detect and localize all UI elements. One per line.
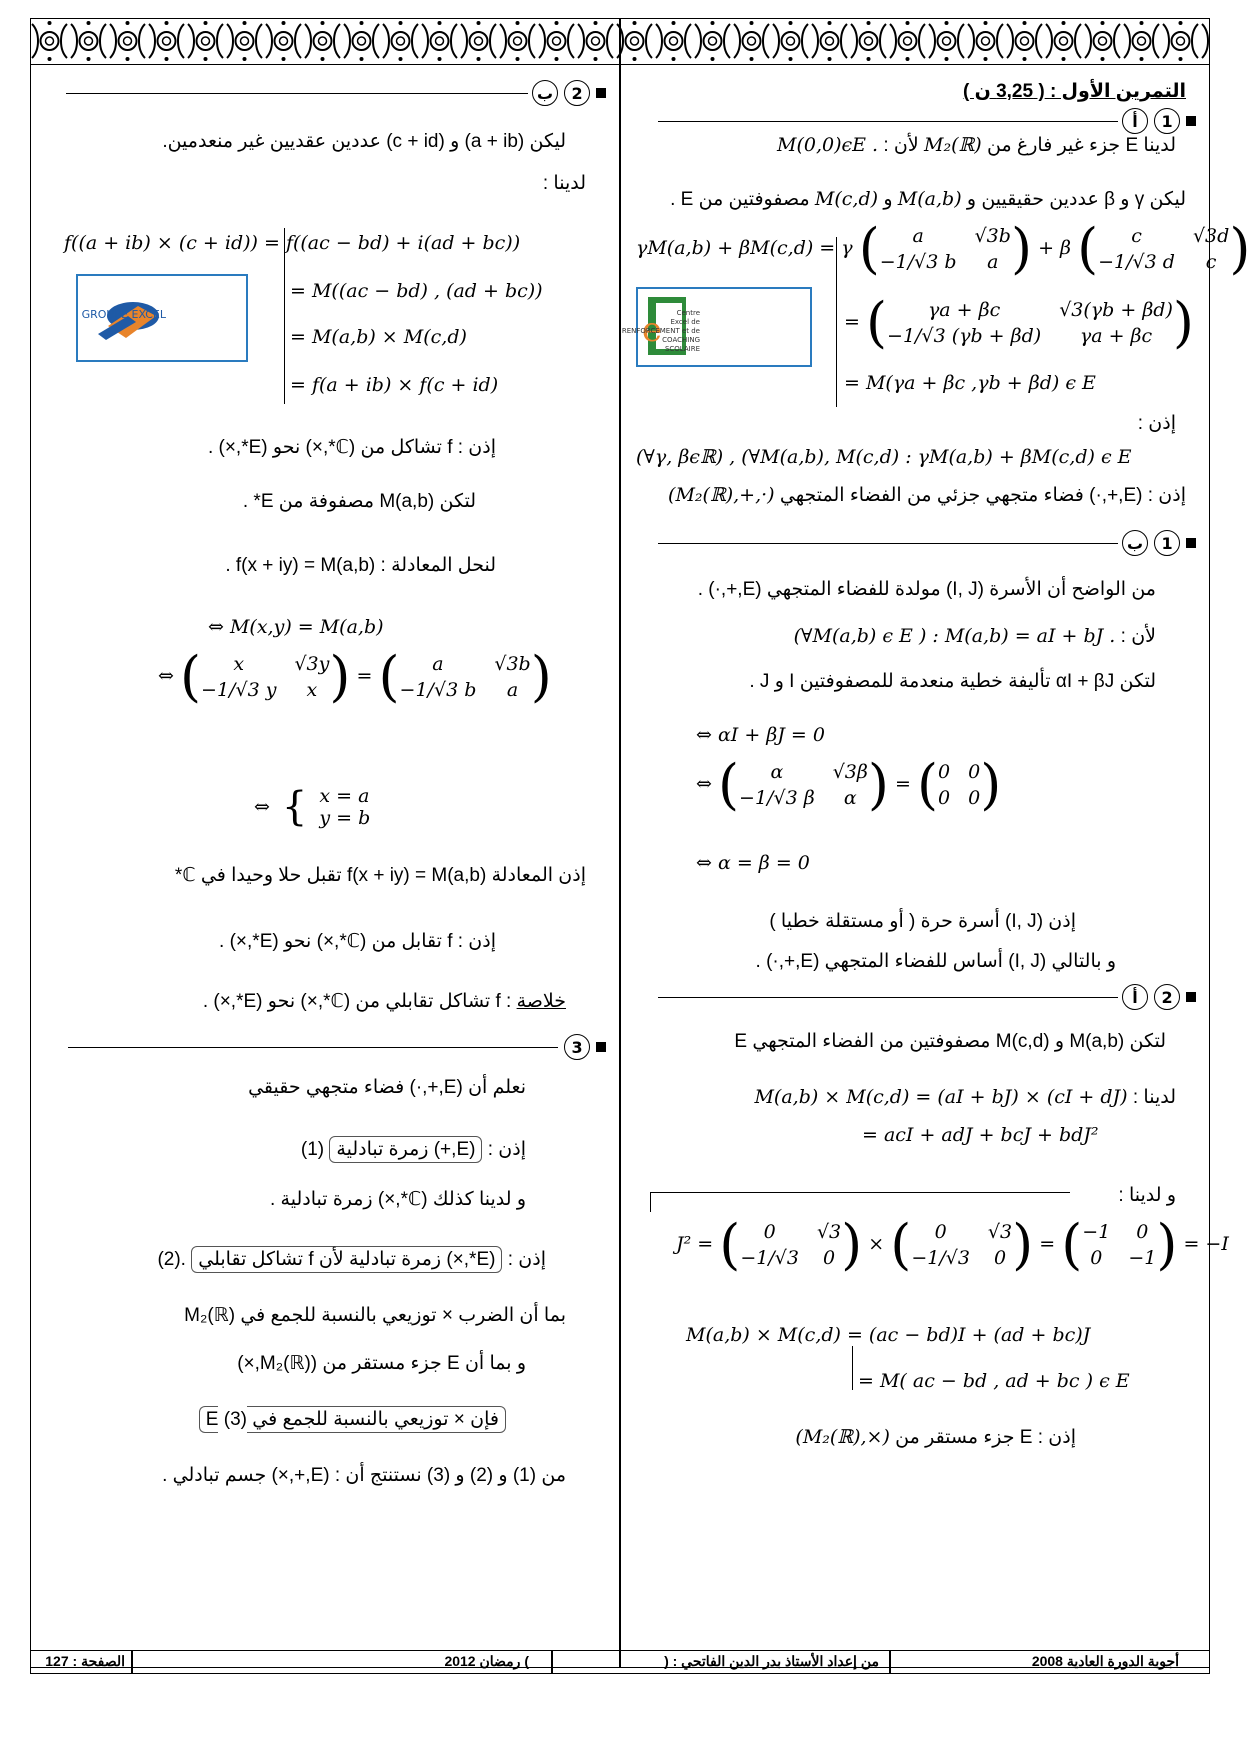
section-header-3: [564, 1034, 606, 1060]
svg-text:e: e: [641, 310, 662, 350]
equation: ⇔ { x = a y = b: [254, 784, 371, 830]
logo-image-icon: [78, 276, 246, 360]
text-line: و بما أن E جزء مستقر من (M₂(ℝ),×): [237, 1353, 526, 1374]
text-line: و بالتالي (I, J) أساس للفضاء المتجهي (E,+,·) .: [755, 951, 1116, 972]
footer-page-number: الصفحة : 127: [45, 1653, 125, 1669]
svg-text:Excel de: Excel de: [670, 318, 700, 326]
equation: = f(a + ib) × f(c + id): [290, 374, 499, 396]
section-header-2b: [532, 80, 606, 106]
header-rule: [68, 1047, 558, 1048]
text-line: إذن : f تشاكل من (ℂ*,×) نحو (E*,×) .: [207, 437, 496, 458]
right-column: [621, 72, 1250, 1652]
text-line: من الواضح أن الأسرة (I, J) مولدة للفضاء المتجهي (E,+,·) .: [697, 579, 1156, 600]
bullet-square-icon: [1186, 538, 1196, 548]
equation: = acI + adJ + bcJ + bdJ²: [862, 1124, 1099, 1146]
text-line: لدينا E جزء غير فارغ من M₂(ℝ) لأن : M(0,0)ϵE .: [777, 134, 1176, 156]
equation: = ( γa + βc √3(γb + βd) −1/√3 (γb + βd) γa + βc ): [844, 291, 1194, 354]
boxed-statement: (E*,×) زمرة تبادلية لأن f تشاكل تقابلي: [191, 1246, 502, 1273]
bullet-square-icon: [596, 1042, 606, 1052]
footer-date: ) رمضان 2012: [444, 1653, 529, 1669]
section-header-2a: [1122, 984, 1196, 1010]
bracket-rule: [836, 237, 837, 407]
svg-text:COACHING: COACHING: [662, 336, 700, 344]
equation: J² = ( 0 √3 −1/√3 0 ) × ( 0 √3 −1/√3 0 ) = ( −1 0 0 −1 ) = −I: [676, 1213, 1229, 1276]
footer-author: من إعداد الأستاذ بدر الدين الفاتحي : (: [664, 1653, 879, 1669]
exercise-title: التمرين الأول :: [1049, 81, 1186, 102]
header-rule: [66, 93, 528, 94]
bracket-rule: [852, 1346, 853, 1390]
equation: ⇔ αI + βJ = 0: [696, 724, 825, 746]
question-number: 1: [1154, 108, 1180, 134]
text-line: لتكن M(a,b) مصفوفة من E* .: [242, 491, 476, 512]
column-divider: [619, 18, 621, 1668]
text-line: إذن : (E,+,·) فضاء متجهي جزئي من الفضاء المتجهي (M₂(ℝ),+,·): [668, 484, 1186, 506]
page-footer: [30, 1650, 1210, 1674]
header-rule: [658, 121, 1118, 122]
equation: (∀γ, βϵℝ) , (∀M(a,b), M(c,d) : γM(a,b) + βM(c,d) ϵ E: [636, 446, 1132, 468]
text-line: لنحل المعادلة : f(x + iy) = M(a,b) .: [225, 555, 496, 576]
text-line: لأن : (∀M(a,b) ϵ E ) : M(a,b) = aI + bJ .: [793, 625, 1156, 647]
header-rule: [658, 543, 1118, 544]
text-line: إذن : (E,+) زمرة تبادلية (1): [301, 1138, 526, 1161]
question-sub: ب: [1122, 530, 1148, 556]
bullet-square-icon: [1186, 992, 1196, 1002]
equation: ⇔ M(x,y) = M(a,b): [208, 616, 384, 638]
text-line: إذن (I, J) أسرة حرة ( أو مستقلة خطيا ): [769, 911, 1076, 932]
exercise-points: ( 3,25 ن ): [962, 81, 1045, 102]
svg-text:GROUPE EXCEL: GROUPE EXCEL: [81, 308, 166, 321]
bullet-square-icon: [596, 88, 606, 98]
footer-separator: [889, 1651, 891, 1673]
bracket-rule: [650, 1192, 1070, 1193]
exercise-heading: [963, 80, 1186, 103]
svg-text:SCOLAIRE: SCOLAIRE: [664, 345, 700, 353]
equation: M(a,b) × M(c,d) = (ac − bd)I + (ad + bc)J: [686, 1324, 1091, 1346]
bullet-square-icon: [1186, 116, 1196, 126]
text-line: نعلم أن (E,+,·) فضاء متجهي حقيقي: [248, 1077, 526, 1098]
text-line: إذن : f تقابل من (ℂ*,×) نحو (E*,×) .: [219, 931, 496, 952]
text-line: إذن : E جزء مستقر من (M₂(ℝ),×): [795, 1426, 1076, 1448]
footer-separator: [551, 1651, 553, 1673]
text-line: إذن : (E*,×) زمرة تبادلية لأن f تشاكل تقابلي .(2): [157, 1248, 546, 1271]
equation: ⇔ ( α √3β −1/√3 β α ) = ( 0 0 0 0 ): [696, 753, 1002, 816]
left-column: [46, 72, 606, 1652]
text-line: لدينا : M(a,b) × M(c,d) = (aI + bJ) × (cI + dJ): [754, 1086, 1176, 1108]
text-line: و لدينا :: [1118, 1185, 1176, 1206]
question-sub: ب: [532, 80, 558, 106]
equation: = M(a,b) × M(c,d): [290, 326, 467, 348]
equation: ⇔ α = β = 0: [696, 852, 810, 874]
boxed-statement: (E,+) زمرة تبادلية: [329, 1136, 482, 1163]
header-rule: [658, 997, 1118, 998]
bracket-rule: [284, 228, 285, 404]
equation: = M(γa + βc ,γb + βd) ϵ E: [844, 372, 1096, 394]
text-line: لتكن αI + βJ تأليفة خطية منعدمة للمصفوفتين I و J .: [749, 671, 1156, 692]
logo-image-icon: [621, 289, 810, 365]
equation: ⇔ ( x √3y −1/√3 y x ) = ( a √3b −1/√3 b a ): [158, 645, 552, 708]
text-line: إذن المعادلة f(x + iy) = M(a,b) تقبل حلا وحيدا في ℂ*: [174, 865, 586, 886]
question-number: 1: [1154, 530, 1180, 556]
question-number: 2: [1154, 984, 1180, 1010]
equation: = M( ac − bd , ad + bc ) ϵ E: [858, 1370, 1130, 1392]
equation: = M((ac − bd) , (ad + bc)): [290, 280, 543, 302]
text-line: ليكن (a + ib) و (c + id) عددين عقديين غير منعدمين.: [162, 131, 566, 152]
boxed-statement: فإن × توزيعي بالنسبة للجمع في E: [199, 1406, 506, 1433]
footer-exam: أجوبة الدورة العادية 2008: [1031, 1653, 1179, 1669]
bracket-rule: [650, 1192, 651, 1212]
text-line: و لدينا كذلك (ℂ*,×) زمرة تبادلية .: [270, 1189, 526, 1210]
text-line: لتكن M(a,b) و M(c,d) مصفوفتين من الفضاء المتجهي E: [734, 1031, 1166, 1052]
text-line: فإن × توزيعي بالنسبة للجمع في E (3): [199, 1408, 506, 1431]
equation: f((a + ib) × (c + id)) = f((ac − bd) + i(ad + bc)): [64, 232, 521, 254]
section-header-1a: [1122, 108, 1196, 134]
footer-separator: [131, 1651, 133, 1673]
text-line: خلاصة : f تشاكل تقابلي من (ℂ*,×) نحو (E*,×) .: [202, 991, 566, 1012]
text-line: من (1) و (2) و (3) نستنتج أن : (E,+,×) جسم تبادلي .: [162, 1465, 566, 1486]
logo-center-excel: [621, 287, 812, 367]
text-line: لدينا :: [542, 173, 586, 194]
text-line: بما أن الضرب × توزيعي بالنسبة للجمع في M₂(ℝ): [184, 1305, 566, 1326]
logo-groupe-excel: [76, 274, 248, 362]
question-sub: أ: [1122, 108, 1148, 134]
question-sub: أ: [1122, 984, 1148, 1010]
section-header-1b: [1122, 530, 1196, 556]
equation: γM(a,b) + βM(c,d) = γ ( a √3b −1/√3 b a ) + β ( c √3d −1/√3 d c ): [636, 217, 1250, 280]
text-line: إذن :: [1137, 413, 1176, 434]
svg-text:Centre: Centre: [676, 309, 700, 317]
question-number: 2: [564, 80, 590, 106]
svg-text:RENFORCEMENT et de: RENFORCEMENT et de: [621, 327, 700, 335]
text-line: ليكن γ و β عددين حقيقيين و M(a,b) و M(c,d) مصفوفتين من E .: [670, 188, 1186, 210]
question-number: 3: [564, 1034, 590, 1060]
